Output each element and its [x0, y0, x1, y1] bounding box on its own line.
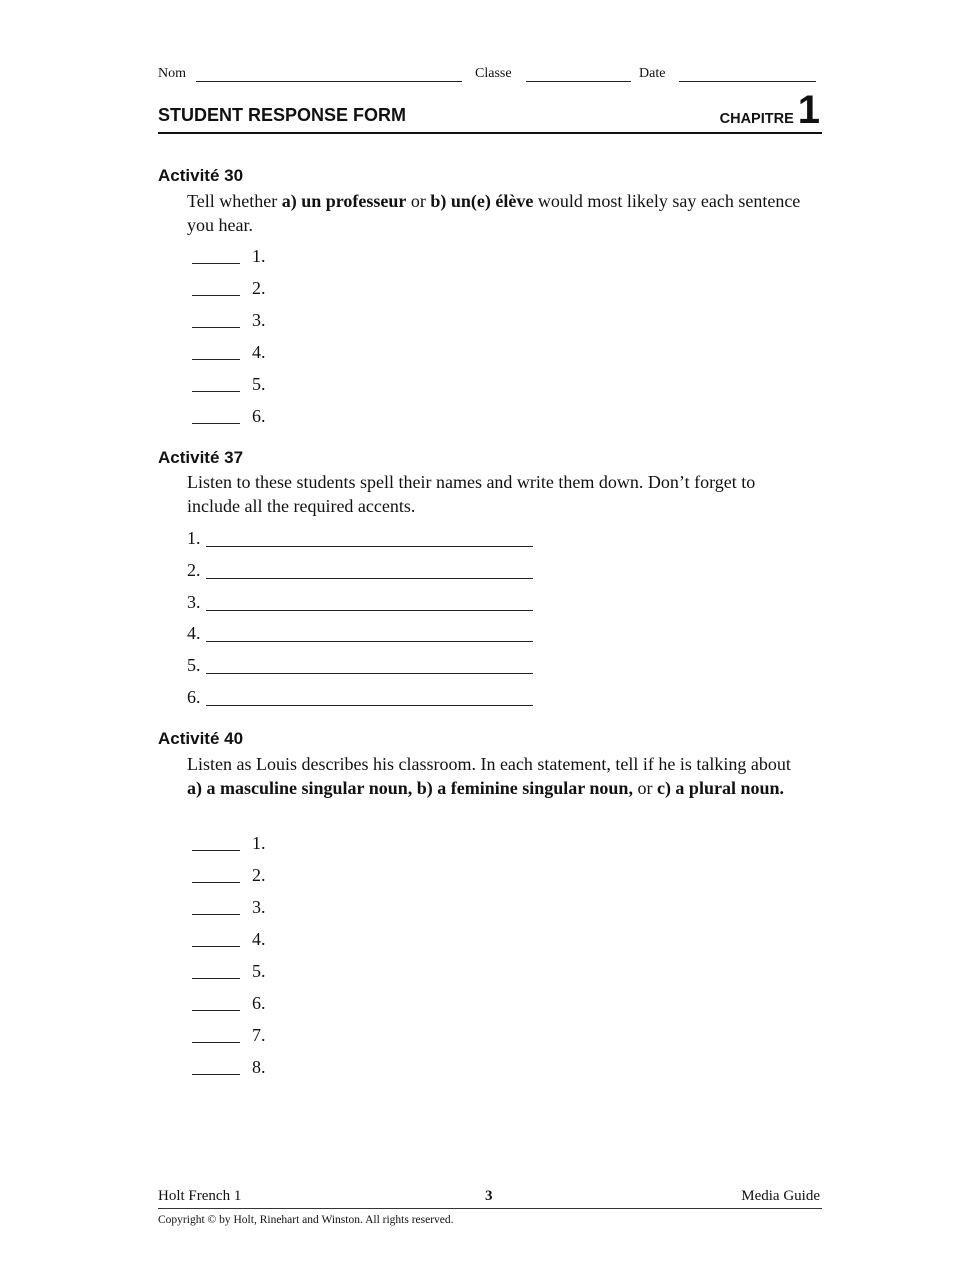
item-number: 6.	[187, 687, 201, 707]
answer-item	[192, 342, 266, 366]
answer-blank[interactable]	[192, 406, 240, 424]
item-number: 3.	[187, 592, 201, 612]
item-number: 4.	[252, 342, 266, 362]
footer-book-title: Holt French 1	[158, 1188, 242, 1204]
page-number: 3	[485, 1188, 493, 1204]
answer-line[interactable]	[206, 705, 533, 706]
answer-item	[187, 592, 201, 616]
item-number: 4.	[252, 929, 266, 949]
answer-blank[interactable]	[192, 833, 240, 851]
chapitre-word: CHAPITRE	[719, 111, 794, 127]
item-number: 1.	[252, 246, 266, 266]
instruction-text: or	[632, 778, 657, 798]
date-blank[interactable]	[679, 81, 816, 82]
answer-line[interactable]	[206, 578, 533, 579]
activity-instruction	[187, 752, 807, 800]
option-a: a) un professeur	[281, 191, 407, 211]
name-class-date-fields	[158, 66, 820, 86]
answer-blank[interactable]	[192, 961, 240, 979]
answer-blank[interactable]	[192, 897, 240, 915]
page-footer	[158, 1188, 822, 1209]
answer-item	[187, 623, 201, 647]
nom-blank[interactable]	[196, 81, 462, 82]
item-number: 3.	[252, 897, 266, 917]
answer-item	[187, 528, 201, 552]
answer-item	[192, 929, 266, 953]
answer-item	[192, 1057, 266, 1081]
activity-instruction	[187, 189, 807, 237]
item-number: 4.	[187, 623, 201, 643]
option-c: c) a plural noun.	[656, 778, 784, 798]
answer-item	[192, 993, 266, 1017]
answer-item	[192, 833, 266, 857]
answer-blank[interactable]	[192, 1025, 240, 1043]
form-title: STUDENT RESPONSE FORM	[158, 105, 407, 125]
item-number: 5.	[252, 374, 266, 394]
answer-item	[192, 374, 266, 398]
answer-blank[interactable]	[192, 865, 240, 883]
item-number: 5.	[187, 655, 201, 675]
instruction-text: or	[406, 191, 431, 211]
answer-blank[interactable]	[192, 374, 240, 392]
item-number: 2.	[252, 278, 266, 298]
item-number: 2.	[252, 865, 266, 885]
instruction-text: Listen as Louis describes his classroom. In each statement, tell if he is talking about	[187, 754, 791, 774]
copyright-notice: Copyright © by Holt, Rinehart and Winston. All rights reserved.	[158, 1214, 454, 1226]
activity-instruction	[187, 470, 807, 518]
answer-item	[192, 278, 266, 302]
footer-guide-name: Media Guide	[741, 1188, 820, 1204]
chapter-number: 1	[797, 88, 820, 132]
answer-line[interactable]	[206, 610, 533, 611]
answer-item	[187, 687, 201, 711]
item-number: 7.	[252, 1025, 266, 1045]
item-number: 3.	[252, 310, 266, 330]
chapter-label	[719, 88, 820, 132]
answer-line[interactable]	[206, 641, 533, 642]
answer-item	[192, 246, 266, 270]
item-number: 5.	[252, 961, 266, 981]
answer-item	[192, 897, 266, 921]
answer-blank[interactable]	[192, 310, 240, 328]
title-row	[158, 88, 822, 134]
nom-label: Nom	[158, 66, 186, 81]
answer-item	[187, 560, 201, 584]
activity-heading: Activité 37	[158, 448, 244, 467]
answer-line[interactable]	[206, 546, 533, 547]
answer-blank[interactable]	[192, 1057, 240, 1075]
options-ab: a) a masculine singular noun, b) a feminine singular noun,	[187, 778, 633, 798]
answer-blank[interactable]	[192, 278, 240, 296]
classe-label: Classe	[475, 66, 512, 81]
activity-heading: Activité 40	[158, 729, 244, 748]
item-number: 6.	[252, 406, 266, 426]
answer-blank[interactable]	[192, 929, 240, 947]
answer-item	[192, 961, 266, 985]
date-label: Date	[639, 66, 666, 81]
answer-item	[192, 1025, 266, 1049]
item-number: 6.	[252, 993, 266, 1013]
activity-heading: Activité 30	[158, 166, 244, 185]
answer-item	[192, 865, 266, 889]
answer-line[interactable]	[206, 673, 533, 674]
instruction-text: Listen to these students spell their names and write them down. Don’t forget to include all the required accents.	[187, 472, 756, 516]
item-number: 1.	[252, 833, 266, 853]
item-number: 8.	[252, 1057, 266, 1077]
answer-blank[interactable]	[192, 342, 240, 360]
answer-item	[192, 406, 266, 430]
instruction-text: would most likely say each sentence you hear.	[187, 191, 801, 235]
answer-blank[interactable]	[192, 246, 240, 264]
item-number: 2.	[187, 560, 201, 580]
option-b: b) un(e) élève	[430, 191, 534, 211]
instruction-text: Tell whether	[187, 191, 282, 211]
classe-blank[interactable]	[526, 81, 631, 82]
answer-item	[192, 310, 266, 334]
item-number: 1.	[187, 528, 201, 548]
answer-item	[187, 655, 201, 679]
answer-blank[interactable]	[192, 993, 240, 1011]
